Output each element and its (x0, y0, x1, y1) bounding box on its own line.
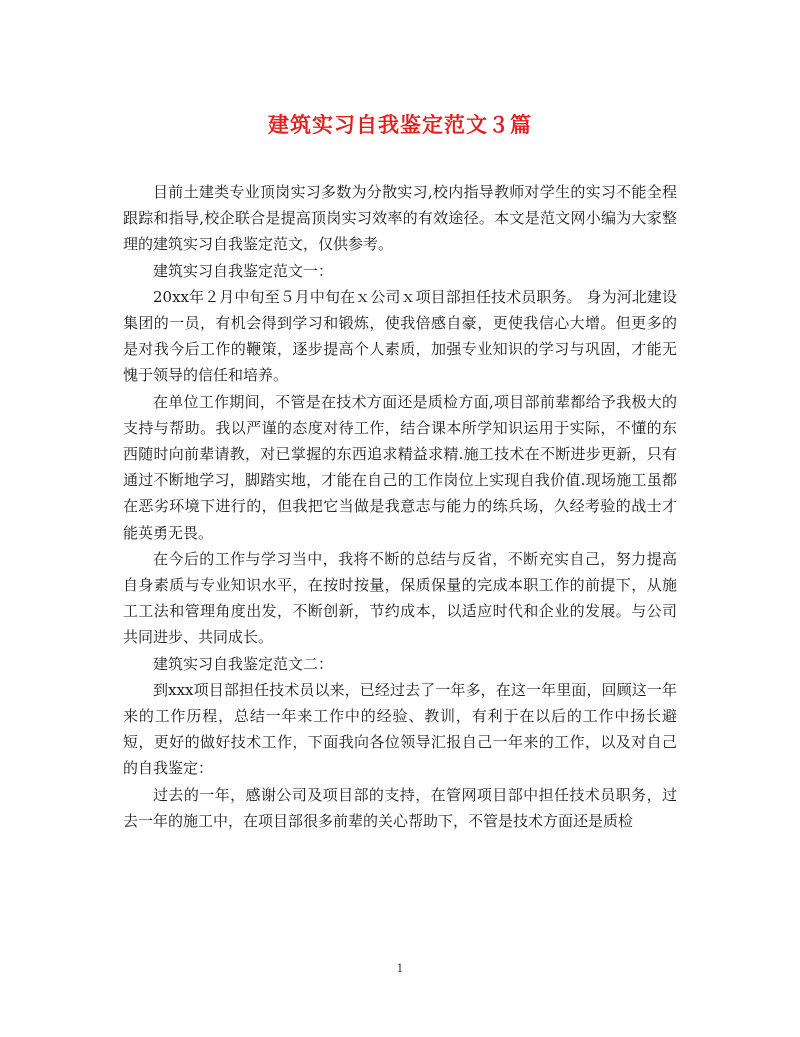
paragraph: 20xx年２月中旬至５月中旬在ｘ公司ｘ项目部担任技术员职务。 身为河北建设集团的一员，有机会得到学习和锻炼，使我倍感自豪，更使我信心大增。但更多的是对我今后工作的鞭策，逐步提高个人素质，加强专业知识的学习与巩固，才能无愧于领导的信任和培养。 (123, 287, 677, 385)
paragraph: 在单位工作期间，不管是在技术方面还是质检方面,项目部前辈都给予我极大的支持与帮助。我以严谨的态度对待工作，结合课本所学知识运用于实际，不懂的东西随时向前辈请教，对已掌握的东西追求精益求精.施工技术在不断进步更新，只有通过不断地学习，脚踏实地，才能在自己的工作岗位上实现自我价值.现场施工虽都在恶劣环境下进行的，但我把它当做是我意志与能力的练兵场，久经考验的战士才能英勇无畏。 (123, 392, 677, 542)
paragraph-intro: 目前土建类专业顶岗实习多数为分散实习,校内指导教师对学生的实习不能全程跟踪和指导,校企联合是提高顶岗实习效率的有效途径。本文是范文网小编为大家整理的建筑实习自我鉴定范文，仅供参考。 (123, 183, 677, 254)
paragraph: 到xxx项目部担任技术员以来，已经过去了一年多，在这一年里面，回顾这一年来的工作历程，总结一年来工作中的经验、教训，有利于在以后的工作中扬长避短，更好的做好技术工作，下面我向各位领导汇报自己一年来的工作，以及对自己的自我鉴定： (123, 680, 677, 778)
paragraph: 在今后的工作与学习当中，我将不断的总结与反省，不断充实自己，努力提高自身素质与专业知识水平，在按时按量，保质保量的完成本职工作的前提下，从施工工法和管理角度出发，不断创新，节约成本，以适应时代和企业的发展。与公司共同进步、共同成长。 (123, 549, 677, 647)
paragraph: 过去的一年，感谢公司及项目部的支持，在管网项目部中担任技术员职务，过去一年的施工中，在项目部很多前辈的关心帮助下，不管是技术方面还是质检 (123, 785, 677, 830)
page-number: 1 (396, 962, 404, 975)
page-title: 建筑实习自我鉴定范文３篇 (268, 112, 532, 137)
section-heading-1: 建筑实习自我鉴定范文一： (153, 261, 334, 280)
section-heading-2: 建筑实习自我鉴定范文二： (153, 654, 334, 673)
document-body (123, 179, 677, 834)
